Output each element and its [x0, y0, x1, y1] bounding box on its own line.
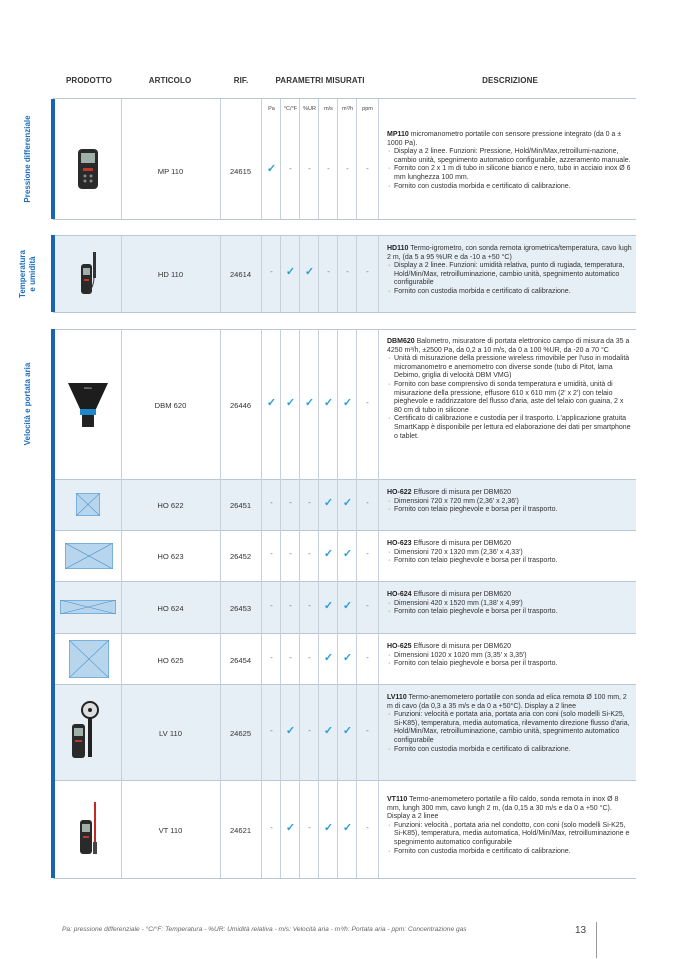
dash-mark: -	[327, 267, 330, 276]
dash-mark: -	[270, 601, 273, 610]
svg-text:kimo: kimo	[84, 386, 92, 390]
description: HD110 Termo-igrometro, con sonda remota igrometrica/temperatura, cavo lugh 2 m, (da 5 a 95 %UR e da -10 a +50 °C) · Display a 2 linee. Funzioni: umidità relativa, punto di rugiada, temperatura, Hold/Min/Max, retroilluminazione, cambio unità, spegnimento automatico configurabile · Fornito con custodia morbida e certificato di calibrazione.	[387, 245, 632, 297]
row-divider	[53, 235, 636, 236]
dash-mark: -	[289, 164, 292, 173]
check-icon: ✓	[323, 548, 334, 560]
dash-mark: -	[308, 601, 311, 610]
articolo-cell: HO 623	[157, 552, 184, 561]
articolo-cell: HD 110	[157, 270, 184, 279]
dash-mark: -	[289, 549, 292, 558]
section-bar-velocita	[51, 329, 55, 878]
dash-mark: -	[327, 164, 330, 173]
description: HO-625 Effusore di misura per DBM620 · Dimensioni 1020 x 1020 mm (3,35' x 3,35') · Fornito con telaio pieghevole e borsa per il trasporto.	[387, 643, 632, 669]
dash-mark: -	[366, 498, 369, 507]
col-divider	[261, 99, 262, 219]
dash-mark: -	[366, 164, 369, 173]
dash-mark: -	[308, 653, 311, 662]
header-prodotto: PRODOTTO	[66, 76, 112, 85]
description-bullet: · Fornito con 2 x 1 m di tubo in silicone bianco e nero, tubo in acciaio inox Ø 6 mm lunghezza 100 mm.	[387, 165, 632, 182]
hd110-device-image	[78, 250, 100, 296]
ho625-hood-image	[69, 640, 109, 678]
param-ms: m/s	[324, 106, 333, 112]
row-divider	[53, 530, 636, 531]
description: HO-622 Effusore di misura per DBM620 · Dimensioni 720 x 720 mm (2,36' x 2,36') · Fornito con telaio pieghevole e borsa per il trasporto.	[387, 489, 632, 515]
check-icon: ✓	[342, 725, 353, 737]
vt110-anemometer-image	[78, 800, 102, 858]
dash-mark: -	[308, 498, 311, 507]
check-icon: ✓	[285, 266, 296, 278]
mp110-device-image	[77, 148, 99, 190]
col-divider	[378, 329, 379, 878]
check-icon: ✓	[342, 548, 353, 560]
dash-mark: -	[289, 653, 292, 662]
description-bullet: · Fornito con custodia morbida e certificato di calibrazione.	[387, 288, 632, 297]
dash-mark: -	[366, 549, 369, 558]
check-icon: ✓	[323, 397, 334, 409]
rif-cell: 24614	[229, 270, 252, 279]
param-pa: Pa	[268, 106, 275, 112]
header-descrizione: DESCRIZIONE	[482, 76, 538, 85]
rif-cell: 24625	[229, 729, 252, 738]
dash-mark: -	[346, 164, 349, 173]
param-ur: %UR	[303, 106, 316, 112]
col-divider	[378, 235, 379, 312]
check-icon: ✓	[342, 397, 353, 409]
articolo-cell: VT 110	[158, 826, 183, 835]
ho622-hood-image	[76, 493, 100, 516]
param-ppm: ppm	[362, 106, 373, 112]
description-bullet: · Fornito con telaio pieghevole e borsa per il trasporto.	[387, 660, 632, 669]
col-divider	[378, 99, 379, 219]
articolo-cell: HO 624	[157, 604, 184, 613]
category-temperatura: Temperatura e umidità	[18, 249, 37, 298]
dash-mark: -	[270, 726, 273, 735]
rif-cell: 26454	[229, 656, 252, 665]
description-bullet: · Funzioni: velocità e portata aria, portata aria con coni (solo modelli Si-K25, Si-K85), temperatura, media automatica, rilevamento direzione flusso d'aria, Hold/Min/Max, retroilluminazione, cambio unità, spegnimento automatico configurabile	[387, 711, 632, 745]
check-icon: ✓	[285, 822, 296, 834]
description: HO-624 Effusore di misura per DBM620 · Dimensioni 420 x 1520 mm (1,38' x 4,99') · Fornito con telaio pieghevole e borsa per il trasporto.	[387, 591, 632, 617]
articolo-cell: HO 622	[157, 501, 184, 510]
check-icon: ✓	[342, 652, 353, 664]
rif-cell: 26446	[229, 401, 252, 410]
dash-mark: -	[270, 823, 273, 832]
footer-legend: Pa: pressione differenziale - °C/°F: Temperatura - %UR: Umidità relativa - m/s: Velocità aria - m³/h: Portata aria - ppm: Concentrazione gas	[62, 926, 467, 933]
check-icon: ✓	[342, 600, 353, 612]
page-number: 13	[575, 925, 587, 936]
dash-mark: -	[366, 823, 369, 832]
dbm620-balometer-image	[66, 381, 110, 429]
rif-cell: 24615	[229, 167, 252, 176]
row-divider	[53, 329, 636, 330]
description-bullet: · Funzioni: velocità , portata aria nel condotto, con coni (solo modelli Si-K25, Si-K85), temperatura, media automatica, Hold/Min/Max, retroilluminazione e spegnimento automatico configurabile	[387, 822, 632, 848]
description-bullet: · Fornito con telaio pieghevole e borsa per il trasporto.	[387, 506, 632, 515]
row-divider	[53, 633, 636, 634]
description-bullet: · Fornito con telaio pieghevole e borsa per il trasporto.	[387, 557, 632, 566]
articolo-cell: LV 110	[159, 729, 182, 738]
description-bullet: · Dimensioni 420 x 1520 mm (1,38' x 4,99')	[387, 600, 632, 609]
rif-cell: 24621	[229, 826, 252, 835]
check-icon: ✓	[323, 600, 334, 612]
check-icon: ✓	[266, 397, 277, 409]
dash-mark: -	[366, 601, 369, 610]
description-bullet: · Unità di misurazione della pressione wireless rimovibile per l'uso in modalità micromanometro e anemometro con diverse sonde (tubo di Pitot, lama Debimo, griglia di velocità DBM VMG)	[387, 355, 632, 381]
description-bullet: · Fornito con base comprensivo di sonda temperatura e umidità, unità di misurazione della pressione, effusore 610 x 610 mm (2' x 2') con telaio pieghevole e raddrizzatore del flusso d'aria, aste del telaio con guaina, 2 x 80 cm di tubo in silicone	[387, 381, 632, 415]
row-divider	[53, 479, 636, 480]
description-bullet: · Display a 2 linee. Funzioni: Pressione, Hold/Min/Max,retroillumi-nazione, cambio unità, spegnimento automatico configurabile, azzeramento manuale.	[387, 148, 632, 165]
description-bullet: · Certificato di calibrazione e custodia per il trasporto. L'applicazione gratuita SmartKapp è disponibile per lettura ed elaborazione dei dati per smartphone o tablet.	[387, 415, 632, 441]
check-icon: ✓	[323, 652, 334, 664]
row-divider	[53, 780, 636, 781]
col-divider	[318, 99, 319, 219]
description-bullet: · Dimensioni 1020 x 1020 mm (3,35' x 3,35')	[387, 652, 632, 661]
row-divider	[53, 684, 636, 685]
description: DBM620 Balometro, misuratore di portata elettronico campo di misura da 35 a 4250 m³/h, ±2500 Pa, da 0,2 a 10 m/s, da 0 a 100 %UR, da -20 a 70 °C · Unità di misurazione della pressione wireless rimovibile per l'uso in modalità micromanometro e anemometro con diverse sonde (tubo di Pitot, lama Debimo, griglia di velocità DBM VMG) · Fornito con base comprensivo di sonda temperatura e umidità, unità di misurazione della pressione, effusore 610 x 610 mm (2' x 2') con telaio pieghevole e raddrizzatore del flusso d'aria, aste del telaio con guaina, 2 x 80 cm di tubo in silicone · Certificato di calibrazione e custodia per il trasporto. L'applicazione gratuita SmartKapp è disponibile per lettura ed elaborazione dei dati per smartphone o tablet.	[387, 338, 632, 441]
description: MP110 micromanometro portatile con sensore pressione integrato (da 0 a ± 1000 Pa). · Display a 2 linee. Funzioni: Pressione, Hold/Min/Max,retroillumi-nazione, cambio unità, spegnimento automatico configurabile, azzeramento manuale. · Fornito con 2 x 1 m di tubo in silicone bianco e nero, tubo in acciaio inox Ø 6 mm lunghezza 100 mm. · Fornito con custodia morbida e certificato di calibrazione.	[387, 131, 632, 191]
dash-mark: -	[270, 653, 273, 662]
dash-mark: -	[366, 653, 369, 662]
dash-mark: -	[289, 601, 292, 610]
description-bullet: · Fornito con telaio pieghevole e borsa per il trasporto.	[387, 608, 632, 617]
articolo-cell: DBM 620	[154, 401, 187, 410]
header-articolo: ARTICOLO	[148, 76, 192, 85]
check-icon: ✓	[285, 725, 296, 737]
lv110-anemometer-image	[70, 700, 102, 762]
dash-mark: -	[289, 498, 292, 507]
col-divider	[299, 99, 300, 219]
col-divider	[280, 99, 281, 219]
description-bullet: · Fornito con custodia morbida e certificato di calibrazione.	[387, 848, 632, 857]
check-icon: ✓	[323, 725, 334, 737]
param-temp: °C/°F	[283, 106, 298, 112]
description-bullet: · Fornito con custodia morbida e certificato di calibrazione.	[387, 183, 632, 192]
dash-mark: -	[366, 398, 369, 407]
ho623-hood-image	[65, 543, 113, 569]
description: VT110 Termo-anemometero portatile a filo caldo, sonda remota in inox Ø 8 mm, lungh 300 mm, cavo lungh 2 m, (da 0,15 a 30 m/s e da 0 a +50 °C). Display a 2 linee · Funzioni: velocità , portata aria nel condotto, con coni (solo modelli Si-K25, Si-K85), temperatura, media automatica, Hold/Min/Max, retroilluminazione e spegnimento automatico configurabile · Fornito con custodia morbida e certificato di calibrazione.	[387, 796, 632, 856]
header-parametri: PARAMETRI MISURATI	[275, 76, 365, 85]
rif-cell: 26453	[229, 604, 252, 613]
description-bullet: · Dimensioni 720 x 720 mm (2,36' x 2,36')	[387, 498, 632, 507]
param-m3h: m³/h	[342, 106, 353, 112]
dash-mark: -	[308, 823, 311, 832]
row-divider	[53, 312, 636, 313]
description: LV110 Termo-anemometero portatile con sonda ad elica remota Ø 100 mm, 2 m di cavo (da 0,3 a 35 m/s e da 0 a +50°C). Display a 2 linee · Funzioni: velocità e portata aria, portata aria con coni (solo modelli Si-K25, Si-K85), temperatura, media automatica, rilevamento direzione flusso d'aria, Hold/Min/Max, retroilluminazione, cambio unità, spegnimento automatico configurabile · Fornito con custodia morbida e certificato di calibrazione.	[387, 694, 632, 754]
col-divider	[356, 99, 357, 219]
check-icon: ✓	[323, 822, 334, 834]
dash-mark: -	[270, 549, 273, 558]
description-bullet: · Fornito con custodia morbida e certificato di calibrazione.	[387, 746, 632, 755]
ho624-hood-image	[60, 600, 116, 614]
row-divider	[53, 581, 636, 582]
check-icon: ✓	[342, 497, 353, 509]
check-icon: ✓	[323, 497, 334, 509]
dash-mark: -	[308, 164, 311, 173]
check-icon: ✓	[285, 397, 296, 409]
category-pressione: Pressione differenziale	[23, 115, 32, 203]
dash-mark: -	[366, 726, 369, 735]
rif-cell: 26451	[229, 501, 252, 510]
check-icon: ✓	[266, 163, 277, 175]
dash-mark: -	[346, 267, 349, 276]
col-divider	[121, 99, 122, 219]
col-divider	[337, 99, 338, 219]
dash-mark: -	[270, 498, 273, 507]
row-divider	[53, 219, 636, 220]
row-divider	[53, 878, 636, 879]
check-icon: ✓	[342, 822, 353, 834]
dash-mark: -	[270, 267, 273, 276]
description: HO-623 Effusore di misura per DBM620 · Dimensioni 720 x 1320 mm (2,36' x 4,33') · Fornito con telaio pieghevole e borsa per il trasporto.	[387, 540, 632, 566]
articolo-cell: MP 110	[157, 167, 184, 176]
dash-mark: -	[366, 267, 369, 276]
dash-mark: -	[308, 726, 311, 735]
section-bar-temperatura	[51, 235, 55, 312]
category-velocita: Velocità e portata aria	[23, 362, 32, 446]
description-bullet: · Display a 2 linee. Funzioni: umidità relativa, punto di rugiada, temperatura, Hold/Min/Max, retroilluminazione, cambio unità, spegnimento automatico configurabile	[387, 262, 632, 288]
check-icon: ✓	[304, 266, 315, 278]
check-icon: ✓	[304, 397, 315, 409]
articolo-cell: HO 625	[157, 656, 184, 665]
rif-cell: 26452	[229, 552, 252, 561]
dash-mark: -	[308, 549, 311, 558]
section-bar-pressione	[51, 99, 55, 219]
description-bullet: · Dimensioni 720 x 1320 mm (2,36' x 4,33')	[387, 549, 632, 558]
header-rif: RIF.	[233, 76, 249, 85]
page-divider	[596, 922, 597, 958]
col-divider	[220, 99, 221, 219]
